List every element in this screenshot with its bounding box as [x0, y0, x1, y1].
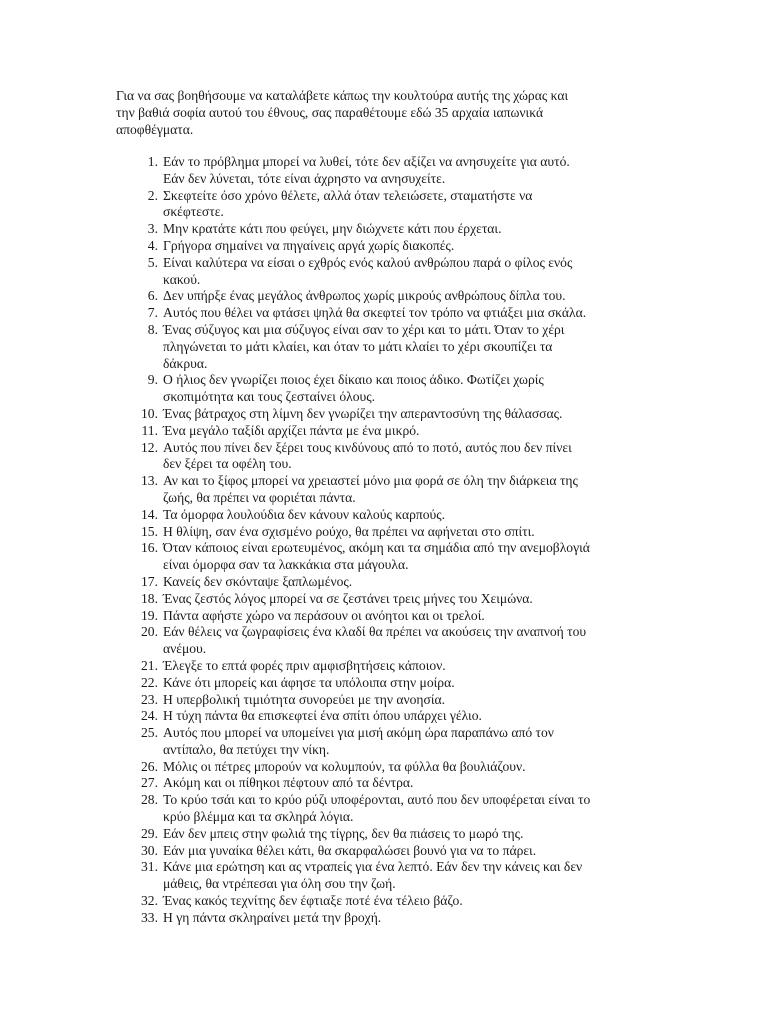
list-item-number: 10. — [141, 405, 158, 421]
list-item-text: Είναι καλύτερα να είσαι ο εχθρός ενός καλού ανθρώπου παρά ο φίλος ενός κακού. — [163, 254, 573, 287]
list-item — [120, 423, 650, 440]
list-item-number: 12. — [141, 439, 158, 455]
list-item-number: 31. — [141, 859, 158, 875]
list-item-text: Εάν θέλεις να ζωγραφίσεις ένα κλαδί θα πρέπει να ακούσεις την αναπνοή του ανέμου. — [163, 624, 587, 657]
list-item-number: 29. — [141, 825, 158, 841]
list-item — [120, 792, 650, 826]
list-item — [120, 708, 650, 725]
list-item-text: Αυτός που θέλει να φτάσει ψηλά θα σκεφτεί τον τρόπο να φτιάξει μια σκάλα. — [163, 305, 587, 321]
list-item-text: Μόλις οι πέτρες μπορούν να κολυμπούν, τα φύλλα θα βουλιάζουν. — [163, 758, 526, 774]
list-item — [120, 675, 650, 692]
list-item — [120, 524, 650, 541]
list-item — [120, 893, 650, 910]
list-item-text: Μην κρατάτε κάτι που φεύγει, μην διώχνετε κάτι που έρχεται. — [163, 221, 502, 237]
list-item — [120, 473, 650, 507]
list-item — [120, 608, 650, 625]
list-item — [120, 775, 650, 792]
list-item-text: Κάνε μια ερώτηση και ας ντραπείς για ένα λεπτό. Εάν δεν την κάνεις και δεν μάθεις, θα ντρέπεσαι για όλη σου την ζωή. — [163, 859, 583, 892]
list-item — [120, 406, 650, 423]
list-item-number: 26. — [141, 758, 158, 774]
list-item — [120, 188, 650, 222]
list-item — [120, 305, 650, 322]
list-item — [120, 658, 650, 675]
list-item — [120, 440, 650, 474]
list-item — [120, 692, 650, 709]
list-item-number: 13. — [141, 473, 158, 489]
list-item — [120, 322, 650, 372]
list-item — [120, 826, 650, 843]
list-item-number: 25. — [141, 725, 158, 741]
list-item-number: 20. — [141, 624, 158, 640]
list-item-text: Τα όμορφα λουλούδια δεν κάνουν καλούς καρπούς. — [163, 506, 446, 522]
list-item — [120, 624, 650, 658]
list-item-number: 17. — [141, 573, 158, 589]
list-item-text: Κανείς δεν σκόνταψε ξαπλωμένος. — [163, 573, 353, 589]
list-item-number: 30. — [141, 842, 158, 858]
list-item-text: Όταν κάποιος είναι ερωτευμένος, ακόμη και τα σημάδια από την ανεμοβλογιά είναι όμορφα σαν τα λακκάκια στα μάγουλα. — [163, 540, 590, 573]
list-item-text: Εάν δεν μπεις στην φωλιά της τίγρης, δεν θα πιάσεις το μωρό της. — [163, 825, 524, 841]
list-item — [120, 540, 650, 574]
list-item-text: Γρήγορα σημαίνει να πηγαίνεις αργά χωρίς διακοπές. — [163, 237, 455, 253]
list-item-number: 11. — [141, 422, 158, 438]
list-item-number: 15. — [141, 523, 158, 539]
list-item — [120, 507, 650, 524]
list-item-text: Αυτός που μπορεί να υπομείνει για μισή ακόμη ώρα παραπάνω από τον αντίπαλο, θα πετύχει την νίκη. — [163, 725, 554, 757]
list-item-number: 1. — [147, 154, 158, 169]
list-item-number: 23. — [141, 691, 158, 707]
list-item-text: Ένας σύζυγος και μια σύζυγος είναι σαν το χέρι και το μάτι. Όταν το χέρι πληγώνεται το μάτι κλαίει, και όταν το μάτι κλαίει το χέρι σκουπίζει τα δάκρυα. — [163, 321, 565, 371]
list-item-text: Εάν το πρόβλημα μπορεί να λυθεί, τότε δεν αξίζει να ανησυχείτε για αυτό. Εάν δεν λύνεται, τότε είναι άχρηστο να ανησυχείτε. — [163, 154, 570, 186]
list-item-text: Έλεγξε το επτά φορές πριν αμφισβητήσεις κάποιον. — [163, 657, 446, 673]
list-item — [120, 372, 650, 406]
list-item-text: Ένας ζεστός λόγος μπορεί να σε ζεστάνει τρεις μήνες του Χειμώνα. — [163, 590, 533, 606]
list-item — [120, 221, 650, 238]
list-item-number: 14. — [141, 506, 158, 522]
list-item-number: 27. — [141, 775, 158, 791]
list-item-text: Ένας βάτραχος στη λίμνη δεν γνωρίζει την απεραντοσύνη της θάλασσας. — [163, 405, 563, 421]
list-item — [120, 910, 650, 927]
intro-paragraph: Για να σας βοηθήσουμε να καταλάβετε κάπως την κουλτούρα αυτής της χώρας και την βαθιά σοφία αυτού του έθνους, σας παραθέτουμε εδώ 35 αρχαία ιαπωνικά αποφθέγματα. — [116, 88, 569, 137]
list-item — [120, 574, 650, 591]
list-item-number: 32. — [141, 893, 158, 909]
list-item-text: Η γη πάντα σκληραίνει μετά την βροχή. — [163, 909, 382, 925]
list-item-number: 18. — [141, 590, 158, 606]
list-item — [120, 591, 650, 608]
list-item-text: Η τύχη πάντα θα επισκεφτεί ένα σπίτι όπου υπάρχει γέλιο. — [163, 708, 482, 724]
list-item-number: 22. — [141, 674, 158, 690]
list-item-text: Ο ήλιος δεν γνωρίζει ποιος έχει δίκαιο και ποιος άδικο. Φωτίζει χωρίς σκοπιμότητα και τους ζεσταίνει όλους. — [163, 372, 544, 405]
list-item-text: Πάντα αφήστε χώρο να περάσουν οι ανόητοι και οι τρελοί. — [163, 607, 485, 623]
list-item — [120, 288, 650, 305]
list-item-number: 24. — [141, 708, 158, 724]
list-item — [120, 154, 650, 188]
list-item-number: 33. — [141, 909, 158, 925]
list-item-number: 9. — [147, 372, 158, 388]
list-item-text: Δεν υπήρξε ένας μεγάλος άνθρωπος χωρίς μικρούς ανθρώπους δίπλα του. — [163, 288, 566, 304]
list-item-text: Το κρύο τσάι και το κρύο ρύζι υποφέρονται, αυτό που δεν υποφέρεται είναι το κρύο βλέμμα και τα σκληρά λόγια. — [163, 792, 591, 825]
list-item — [120, 255, 650, 289]
list-item-text: Κάνε ότι μπορείς και άφησε τα υπόλοιπα στην μοίρα. — [163, 674, 455, 690]
list-item-number: 4. — [147, 237, 158, 253]
list-item-text: Εάν μια γυναίκα θέλει κάτι, θα σκαρφαλώσει βουνό για να το πάρει. — [163, 842, 537, 858]
list-item — [120, 759, 650, 776]
list-item-text: Ένα μεγάλο ταξίδι αρχίζει πάντα με ένα μικρό. — [163, 422, 420, 438]
list-item-number: 21. — [141, 657, 158, 673]
list-item — [120, 725, 650, 759]
list-item-text: Σκεφτείτε όσο χρόνο θέλετε, αλλά όταν τελειώσετε, σταματήστε να σκέφτεστε. — [163, 187, 533, 220]
list-item-number: 3. — [147, 221, 158, 237]
list-item-text: Αν και το ξίφος μπορεί να χρειαστεί μόνο μια φορά σε όλη την διάρκεια της ζωής, θα πρέπει να φοριέται πάντα. — [163, 473, 578, 505]
list-item-text: Ένας κακός τεχνίτης δεν έφτιαξε ποτέ ένα τέλειο βάζο. — [163, 893, 463, 909]
list-item-number: 6. — [147, 288, 158, 304]
list-item-number: 28. — [141, 792, 158, 808]
proverb-list — [120, 154, 650, 927]
list-item-text: Αυτός που πίνει δεν ξέρει τους κινδύνους από το ποτό, αυτός που δεν πίνει δεν ξέρει τα οφέλη του. — [163, 439, 572, 472]
list-item-number: 16. — [141, 540, 158, 556]
list-item-number: 19. — [141, 607, 158, 623]
list-item-number: 8. — [147, 321, 158, 337]
list-item-number: 7. — [147, 305, 158, 321]
list-item-text: Ακόμη και οι πίθηκοι πέφτουν από τα δέντρα. — [163, 775, 414, 791]
list-item-number: 2. — [147, 187, 158, 203]
list-item — [120, 843, 650, 860]
list-item — [120, 238, 650, 255]
list-item-text: Η θλίψη, σαν ένα σχισμένο ρούχο, θα πρέπει να αφήνεται στο σπίτι. — [163, 523, 535, 539]
list-item-number: 5. — [147, 254, 158, 270]
list-item — [120, 859, 650, 893]
list-item-text: Η υπερβολική τιμιότητα συνορεύει με την ανοησία. — [163, 691, 446, 707]
